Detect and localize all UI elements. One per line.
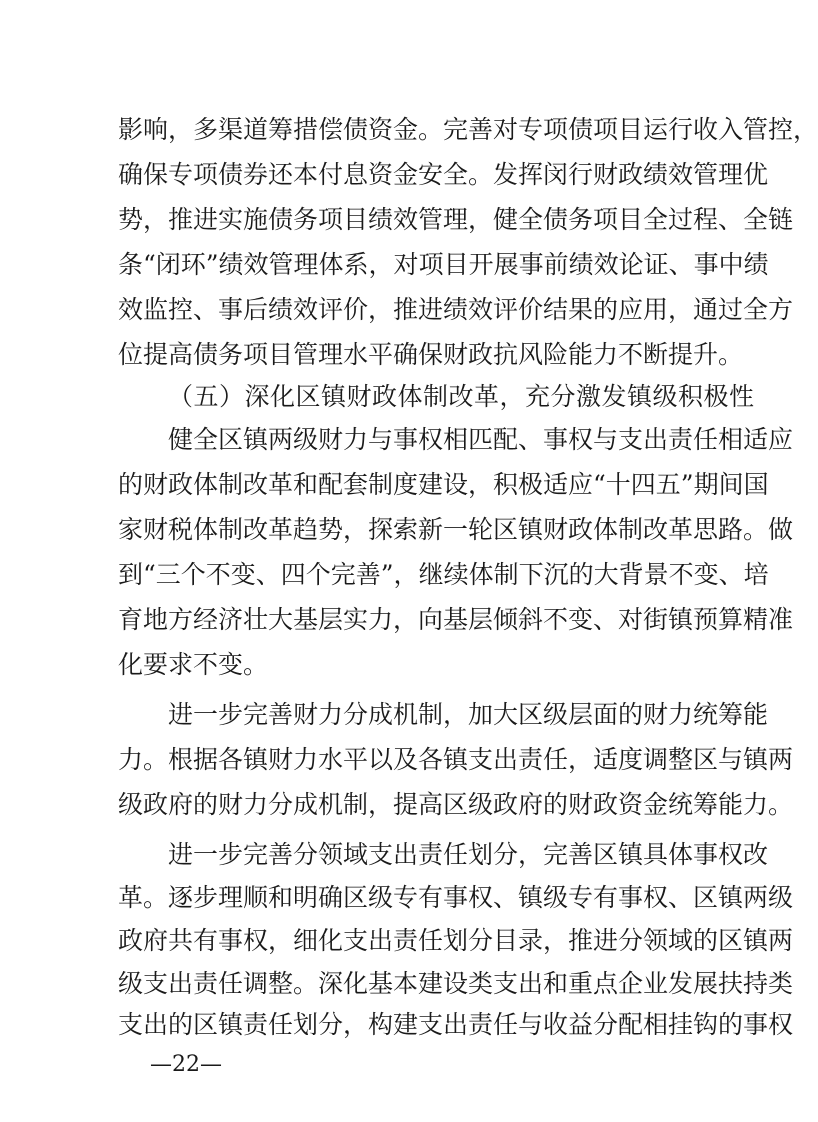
paragraph-line: 位提高债务项目管理水平确保财政抗风险能力不断提升。: [118, 340, 744, 369]
paragraph-line: 级支出责任调整。深化基本建设类支出和重点企业发展扶持类: [118, 969, 794, 998]
paragraph-line: 进一步完善分领域支出责任划分，完善区镇具体事权改: [168, 840, 769, 869]
paragraph-line: 效监控、事后绩效评价，推进绩效评价结果的应用，通过全方: [118, 295, 794, 324]
paragraph-line: 家财税体制改革趋势，探索新一轮区镇财政体制改革思路。做: [118, 515, 794, 544]
page-number: —22—: [150, 1052, 222, 1077]
paragraph-line: 支出的区镇责任划分，构建支出责任与收益分配相挂钩的事权: [118, 1010, 794, 1039]
paragraph-line: 条“闭环”绩效管理体系，对项目开展事前绩效论证、事中绩: [118, 250, 769, 279]
paragraph-line: 化要求不变。: [118, 650, 269, 679]
paragraph-line: 革。逐步理顺和明确区级专有事权、镇级专有事权、区镇两级: [118, 883, 794, 912]
paragraph-line: 影响，多渠道筹措偿债资金。完善对专项债项目运行收入管控，: [118, 115, 818, 144]
paragraph-line: 确保专项债券还本付息资金安全。发挥闵行财政绩效管理优: [118, 160, 769, 189]
paragraph-line: 级政府的财力分成机制，提高区级政府的财政资金统筹能力。: [118, 790, 794, 819]
paragraph-line: 健全区镇两级财力与事权相匹配、事权与支出责任相适应: [168, 425, 794, 454]
section-heading: （五）深化区镇财政体制改革，充分激发镇级积极性: [168, 382, 755, 411]
paragraph-line: 势，推进实施债务项目绩效管理，健全债务项目全过程、全链: [118, 205, 794, 234]
paragraph-line: 进一步完善财力分成机制，加大区级层面的财力统筹能: [168, 700, 769, 729]
paragraph-line: 力。根据各镇财力水平以及各镇支出责任，适度调整区与镇两: [118, 745, 794, 774]
paragraph-line: 政府共有事权，细化支出责任划分目录，推进分领域的区镇两: [118, 926, 794, 955]
paragraph-line: 育地方经济壮大基层实力，向基层倾斜不变、对街镇预算精准: [118, 605, 794, 634]
paragraph-line: 的财政体制改革和配套制度建设，积极适应“十四五”期间国: [118, 470, 769, 499]
paragraph-line: 到“三个不变、四个完善”，继续体制下沉的大背景不变、培: [118, 560, 769, 589]
